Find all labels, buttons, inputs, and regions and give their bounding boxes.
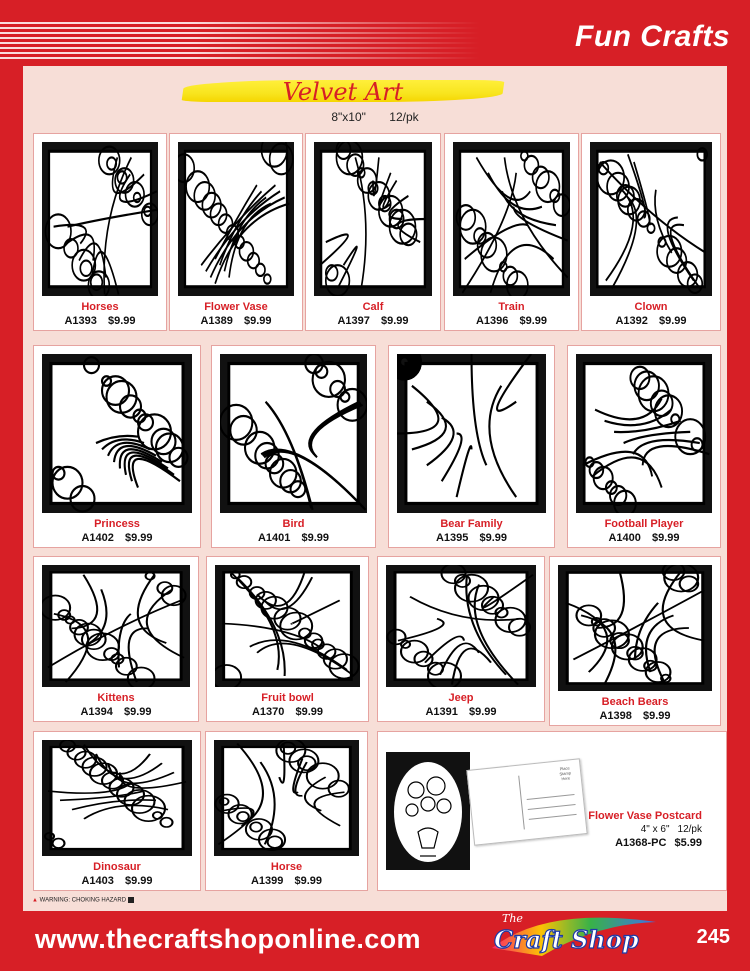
product-image [215, 565, 360, 687]
product-price: $9.99 [519, 315, 547, 327]
product-sku: A1370 [251, 706, 285, 718]
product-price: $9.99 [468, 706, 497, 718]
product-card-flower-vase[interactable] [169, 133, 303, 331]
product-image [576, 354, 712, 513]
product-price-line [378, 706, 544, 718]
product-name: Beach Bears [601, 696, 669, 708]
page-number: 245 [696, 926, 730, 948]
product-card-dinosaur[interactable] [33, 731, 201, 891]
product-sku: A1399 [250, 875, 284, 887]
product-image [214, 740, 359, 856]
product-card-princess[interactable] [33, 345, 201, 548]
postcard-back [466, 758, 587, 845]
panel-title: Velvet Art [282, 78, 404, 106]
product-price-line [34, 875, 200, 887]
product-image [590, 142, 712, 296]
choking-warning [32, 897, 134, 904]
product-image [42, 354, 192, 513]
product-name: Football Player [604, 518, 684, 530]
product-price: $9.99 [642, 710, 671, 722]
product-sku: A1397 [337, 315, 370, 327]
product-price: $9.99 [651, 532, 680, 544]
product-card-kittens[interactable] [33, 556, 199, 722]
product-name: Train [498, 301, 525, 313]
product-name: Jeep [448, 692, 474, 704]
product-price-line [306, 315, 440, 327]
postcard-sku: A1368-PC [615, 837, 667, 849]
product-price-line [206, 875, 367, 887]
product-price-line [34, 706, 198, 718]
product-name: Flower Vase [204, 301, 268, 313]
product-card-horses[interactable] [33, 133, 167, 331]
panel-subtitle [23, 110, 727, 124]
footer-url-link[interactable]: www.thecraftshoponline.com [35, 924, 421, 954]
postcard-pack: 12/pk [677, 824, 702, 835]
product-price-line [34, 532, 200, 544]
age-icon [128, 897, 134, 903]
product-image [42, 142, 158, 296]
product-price: $9.99 [301, 532, 329, 544]
product-sku: A1402 [81, 532, 114, 544]
address-line [529, 814, 577, 820]
product-price: $9.99 [380, 315, 409, 327]
product-image [42, 565, 190, 687]
craft-shop-logo [486, 904, 664, 964]
product-name: Bear Family [440, 518, 503, 530]
product-sku: A1396 [475, 315, 509, 327]
product-image [397, 354, 546, 513]
product-price-line [207, 706, 368, 718]
product-sku: A1389 [200, 315, 233, 327]
page-header [0, 0, 750, 66]
section-title: Fun Crafts [575, 20, 730, 53]
product-name: Horses [81, 301, 119, 313]
product-image [453, 142, 570, 296]
product-card-horse[interactable] [205, 731, 368, 891]
product-name: Bird [282, 518, 305, 530]
product-price: $9.99 [124, 532, 153, 544]
product-sku: A1400 [608, 532, 641, 544]
product-card-calf[interactable] [305, 133, 441, 331]
product-image [42, 740, 192, 856]
postcard-art [386, 752, 470, 870]
product-sku: A1403 [81, 875, 114, 887]
warning-triangle-icon: ▲ [32, 897, 38, 904]
product-sku: A1393 [64, 315, 97, 327]
product-card-football-player[interactable] [567, 345, 721, 548]
postcard-price-value: $5.99 [674, 837, 702, 849]
product-price: $9.99 [124, 875, 153, 887]
product-price: $9.99 [658, 315, 687, 327]
product-price-line [389, 532, 554, 544]
product-sku: A1395 [435, 532, 469, 544]
product-price: $9.99 [294, 875, 322, 887]
product-card-bird[interactable] [211, 345, 376, 548]
product-price: $9.99 [243, 315, 272, 327]
product-name: Princess [94, 518, 140, 530]
product-card-train[interactable] [444, 133, 579, 331]
logo-graphic [486, 904, 664, 964]
product-price: $9.99 [295, 706, 323, 718]
product-card-beach-bears[interactable] [549, 556, 721, 726]
product-name: Dinosaur [93, 861, 141, 873]
postcard-name: Flower Vase Postcard [588, 810, 702, 822]
warning-text: WARNING: CHOKING HAZARD [39, 897, 127, 904]
product-price-line [34, 315, 166, 327]
product-card-jeep[interactable] [377, 556, 545, 722]
product-price-line [212, 532, 375, 544]
product-sku: A1394 [80, 706, 113, 718]
product-card-postcard[interactable] [377, 731, 727, 891]
product-name: Clown [634, 301, 668, 313]
product-name: Horse [270, 861, 303, 873]
product-name: Calf [362, 301, 384, 313]
product-price: $9.99 [479, 532, 507, 544]
product-price-line [568, 532, 720, 544]
product-card-bear-family[interactable] [388, 345, 555, 548]
product-pack: 12/pk [389, 110, 419, 124]
logo-the: The [502, 912, 523, 925]
product-name: Kittens [97, 692, 135, 704]
postcard-divider [518, 776, 525, 830]
product-price: $9.99 [123, 706, 152, 718]
product-price-line [550, 710, 720, 722]
product-image [386, 565, 536, 687]
logo-text: Craft Shop [494, 925, 639, 954]
product-card-clown[interactable] [581, 133, 721, 331]
product-image [178, 142, 294, 296]
product-name: Fruit bowl [261, 692, 314, 704]
product-sku: A1401 [257, 532, 291, 544]
product-image [558, 565, 712, 691]
product-price-line [582, 315, 720, 327]
product-sku: A1391 [425, 706, 458, 718]
product-price-line [170, 315, 302, 327]
postcard-size [633, 824, 702, 835]
product-image [220, 354, 367, 513]
postcard-price [607, 837, 702, 849]
address-line [527, 794, 575, 800]
stamp-label: Place Stamp Here [559, 765, 572, 782]
postcard-dimensions: 4" x 6" [640, 824, 670, 835]
address-line [528, 804, 576, 810]
product-image [314, 142, 432, 296]
product-price-line [445, 315, 578, 327]
product-sku: A1392 [615, 315, 648, 327]
velvet-art-heading [183, 76, 503, 104]
product-size: 8"x10" [331, 110, 366, 124]
product-sku: A1398 [599, 710, 632, 722]
header-stripes [0, 22, 480, 60]
product-price: $9.99 [107, 315, 136, 327]
product-card-fruit-bowl[interactable] [206, 556, 369, 722]
